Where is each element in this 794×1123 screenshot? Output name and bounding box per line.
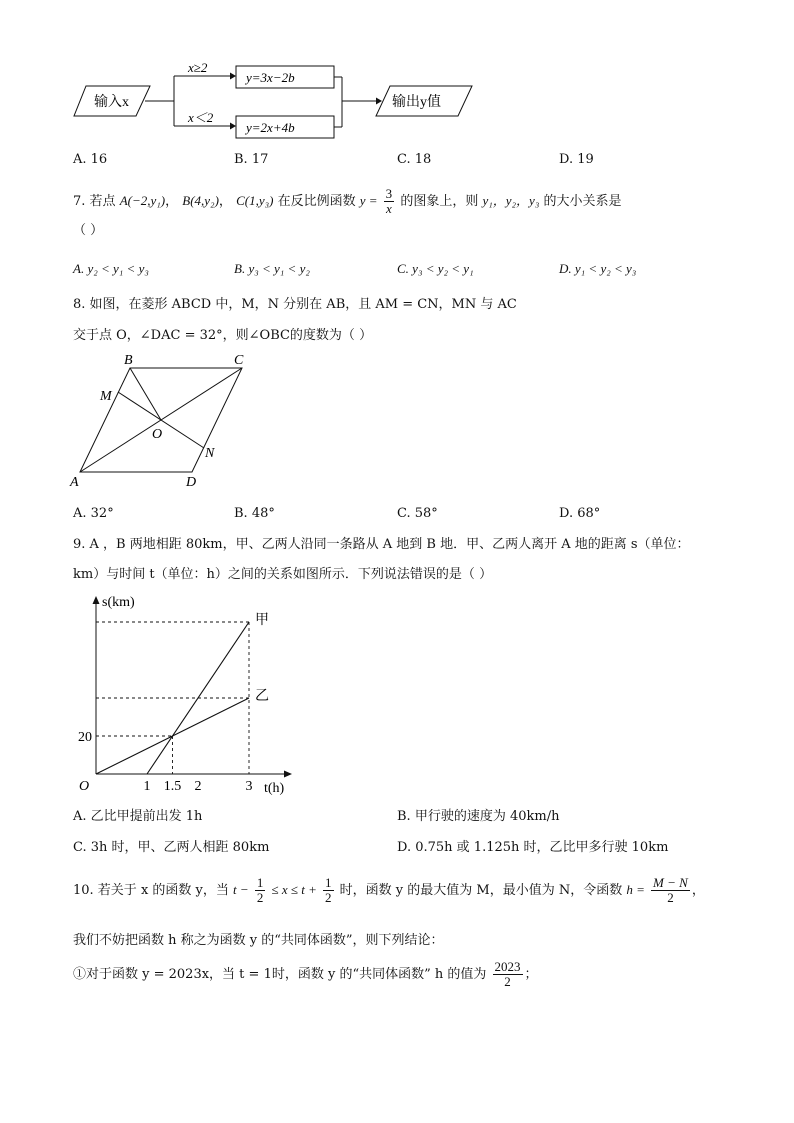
q8-option-d: D. 68° [559,506,601,521]
box-top-formula: y=3x−2b [246,70,295,85]
segment-bo [130,368,161,420]
box-bottom-formula: y=2x+4b [246,120,295,135]
q9-option-c: C. 3h 时，甲、乙两人相距 80km [73,840,270,855]
condition-bottom: x＜2 [188,110,214,125]
distance-time-chart [66,590,302,800]
q9-option-a: A. 乙比甲提前出发 1h [73,809,203,824]
x-axis-arrow [284,771,292,778]
q7-option-a: A. y₂ < y₁ < y₃ [73,261,149,276]
output-label: 输出y值 [392,95,441,110]
flowchart [70,58,480,142]
series-label-2: 乙 [255,689,269,704]
origin-label: O [79,779,90,794]
label-a: A [70,475,79,490]
q7-option-c: C. y₃ < y₂ < y₁ [397,261,474,276]
q6-option-d: D. 19 [559,152,594,167]
q7-option-b: B. y₃ < y₁ < y₂ [234,261,310,276]
x-tick-label-3: 2 [194,779,202,794]
q6-option-c: C. 18 [397,152,432,167]
q8-option-b: B. 48° [234,506,275,521]
y-tick-label-1: 20 [78,730,92,745]
q8-option-c: C. 58° [397,506,438,521]
x-tick-label-1: 1 [143,779,151,794]
label-c: C [234,353,244,368]
q10-line-3: ①对于函数 y = 2023x，当 t = 1时，函数 y 的“共同体函数” h 的值为 $\frac{2023}{2}$ ； [73,959,538,989]
q9-line-2: km）与时间 t（单位：h）之间的关系如图所示．下列说法错误的是（ ） [73,567,493,582]
q8-option-a: A. 32° [73,506,114,521]
label-o: O [152,427,163,442]
q8-line-1: 8. 如图，在菱形 ABCD 中，M，N 分别在 AB，且 AM = CN，MN 与 AC [73,297,517,312]
q6-option-a: A. 16 [73,152,108,167]
condition-top: x≥2 [188,60,208,75]
x-tick-label-2: 1.5 [163,779,182,794]
x-axis-label: t(h) [264,781,285,796]
q7-option-d: D. y₁ < y₂ < y₃ [559,261,637,276]
q9-line-1: 9. A ，B 两地相距 80km，甲、乙两人沿同一条路从 A 地到 B 地．甲、乙两人离开 A 地的距离 s（单位： [73,537,690,552]
q9-option-b: B. 甲行驶的速度为 40km/h [397,809,560,824]
q10-line-2: 我们不妨把函数 h 称之为函数 y 的“共同体函数”，则下列结论： [73,933,444,948]
q8-line-2: 交于点 O，∠DAC = 32°，则∠OBC的度数为（ ） [73,328,373,343]
q9-option-d: D. 0.75h 或 1.125h 时，乙比甲多行驶 10km [397,840,669,855]
q7-stem: 7. 若点 A(−2,y₁)， B(4,y₂)， C(1,y₃) 在反比例函数 y = $\frac{3}{x}$ 的图象上，则 y₁，y₂，y₃ 的大小关系是 [73,186,622,216]
y-axis-label: s(km) [102,595,135,610]
label-d: D [186,475,197,490]
y-axis-arrow [93,596,100,604]
x-tick-label-4: 3 [245,779,253,794]
series-label-1: 甲 [255,613,269,628]
label-b: B [124,353,133,368]
q6-option-b: B. 17 [234,152,269,167]
label-n: N [205,446,215,461]
rhombus-diagram [66,352,256,490]
q7-paren: （ ） [73,223,104,238]
label-m: M [100,389,112,404]
input-label: 输入x [94,95,129,110]
q10-line-1: 10. 若关于 x 的函数 y，当 t − $\frac{1}{2}$ ≤ x ≤ t + $\frac{1}{2}$ 时，函数 y 的最大值为 M，最小值为 N，令函数 h = $\frac{M - N}{2}$ ， [73,875,705,905]
